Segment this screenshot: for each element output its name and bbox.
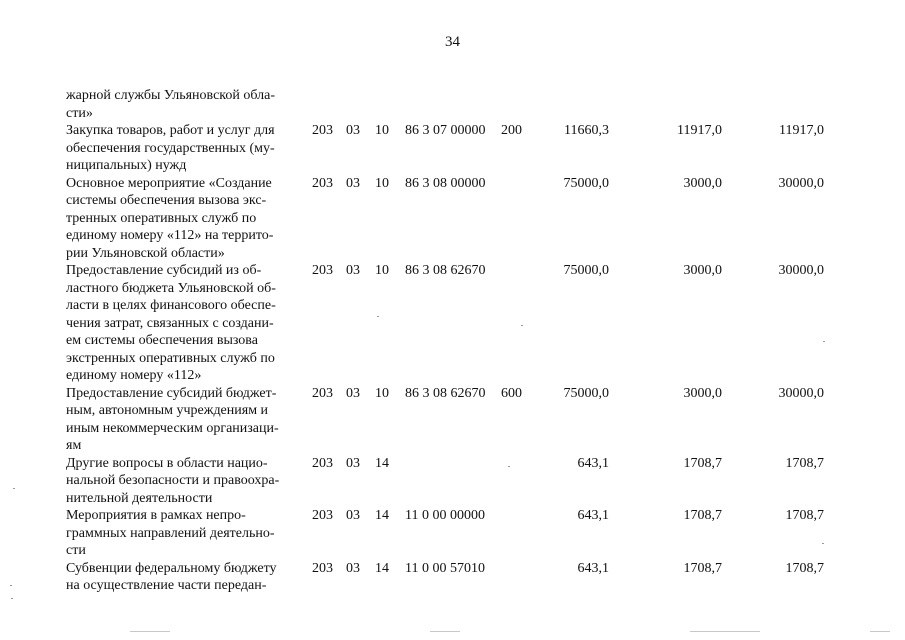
cell-target-article: 11 0 00 57010	[405, 560, 485, 576]
cell-expense-type: 600	[501, 385, 522, 401]
cell-admin: 203	[312, 175, 333, 191]
cell-expense-type: 200	[501, 123, 522, 138]
cell-amount-year-1: 643,1	[577, 508, 609, 523]
cell-admin: 203	[312, 508, 333, 523]
cell-razdel: 03	[346, 175, 360, 191]
description-line: ласти в целях финансового обеспе-	[66, 298, 276, 313]
cell-amount-year-3: 30000,0	[778, 385, 824, 401]
description-line: системы обеспечения вызова экс-	[66, 193, 267, 208]
cell-admin: 203	[312, 455, 333, 471]
description-line: сти»	[66, 105, 93, 121]
table-row	[0, 175, 905, 263]
cell-amount-year-2: 3000,0	[683, 175, 722, 191]
cell-amount-year-3: 11917,0	[779, 123, 824, 138]
cell-target-article: 86 3 08 62670	[405, 263, 486, 278]
description-line: тренных оперативных служб по	[66, 210, 257, 226]
description-line: нительной деятельности	[66, 490, 213, 506]
description-line: ем системы обеспечения вызова	[66, 333, 258, 348]
cell-razdel: 03	[346, 263, 360, 278]
cell-razdel: 03	[346, 508, 360, 523]
description-line: ям	[66, 438, 82, 453]
cell-amount-year-3: 1708,7	[785, 455, 824, 471]
cell-amount-year-3: 30000,0	[778, 263, 824, 278]
table-row	[0, 560, 905, 595]
description-line: граммных направлений деятельно-	[66, 525, 275, 541]
cell-amount-year-1: 75000,0	[563, 385, 609, 401]
cell-admin: 203	[312, 263, 333, 278]
description-line: экстренных оперативных служб по	[66, 350, 275, 366]
description-line: иным некоммерческим организаци-	[66, 420, 279, 436]
description-line: обеспечения государственных (му-	[66, 140, 275, 156]
description-line: нальной безопасности и правоохра-	[66, 473, 280, 488]
cell-podrazdel: 10	[375, 175, 389, 191]
cell-razdel: 03	[346, 123, 360, 138]
row-description	[66, 122, 300, 175]
description-line: сти	[66, 543, 86, 558]
row-description	[66, 455, 300, 508]
cell-amount-year-1: 643,1	[577, 455, 609, 471]
cell-podrazdel: 10	[375, 385, 389, 401]
description-line: ным, автономным учреждениям и	[66, 403, 269, 418]
cell-podrazdel: 10	[375, 123, 389, 138]
budget-table	[0, 87, 905, 595]
cell-podrazdel: 14	[375, 455, 389, 471]
description-line: чения затрат, связанных с создани-	[66, 315, 274, 331]
description-line: Другие вопросы в области нацио-	[66, 455, 268, 471]
cell-razdel: 03	[346, 385, 360, 401]
row-description	[66, 87, 300, 122]
cell-podrazdel: 10	[375, 263, 389, 278]
description-line: ластного бюджета Ульяновской об-	[66, 280, 276, 296]
description-line: ниципальных) нужд	[66, 158, 187, 173]
cell-razdel: 03	[346, 560, 360, 576]
cell-podrazdel: 14	[375, 560, 389, 576]
cell-admin: 203	[312, 123, 333, 138]
cell-amount-year-3: 30000,0	[778, 175, 824, 191]
cell-target-article: 11 0 00 00000	[405, 508, 485, 523]
description-line: Основное мероприятие «Создание	[66, 175, 272, 191]
cell-target-article: 86 3 08 62670	[405, 385, 486, 401]
row-description	[66, 262, 300, 385]
cell-amount-year-1: 643,1	[577, 560, 609, 576]
row-description	[66, 560, 300, 595]
description-line: единому номеру «112»	[66, 368, 202, 383]
cell-amount-year-1: 75000,0	[563, 175, 609, 191]
cell-target-article: 86 3 07 00000	[405, 123, 486, 138]
table-row	[0, 262, 905, 385]
cell-admin: 203	[312, 385, 333, 401]
table-row	[0, 122, 905, 175]
cell-admin: 203	[312, 560, 333, 576]
description-line: Предоставление субсидий из об-	[66, 263, 262, 278]
description-line: Предоставление субсидий бюджет-	[66, 385, 277, 401]
cell-amount-year-2: 1708,7	[683, 560, 722, 576]
row-description	[66, 507, 300, 560]
cell-amount-year-2: 3000,0	[683, 263, 722, 278]
cell-amount-year-2: 1708,7	[683, 508, 722, 523]
description-line: на осуществление части передан-	[66, 578, 267, 593]
row-description	[66, 385, 300, 455]
table-row	[0, 87, 905, 122]
cell-amount-year-1: 11660,3	[564, 123, 609, 138]
cell-podrazdel: 14	[375, 508, 389, 523]
row-description	[66, 175, 300, 263]
table-row	[0, 507, 905, 560]
description-line: Закупка товаров, работ и услуг для	[66, 123, 275, 138]
description-line: единому номеру «112» на террито-	[66, 228, 274, 243]
cell-amount-year-3: 1708,7	[785, 508, 824, 523]
cell-razdel: 03	[346, 455, 360, 471]
cell-amount-year-1: 75000,0	[563, 263, 609, 278]
description-line: рии Ульяновской области»	[66, 245, 225, 261]
description-line: жарной службы Ульяновской обла-	[66, 88, 276, 103]
cell-target-article: 86 3 08 00000	[405, 175, 486, 191]
description-line: Мероприятия в рамках непро-	[66, 508, 246, 523]
table-row	[0, 455, 905, 508]
cell-amount-year-2: 1708,7	[683, 455, 722, 471]
cell-amount-year-3: 1708,7	[785, 560, 824, 576]
cell-amount-year-2: 3000,0	[683, 385, 722, 401]
description-line: Субвенции федеральному бюджету	[66, 560, 277, 576]
cell-amount-year-2: 11917,0	[677, 123, 722, 138]
page-number: 34	[445, 34, 460, 50]
table-row	[0, 385, 905, 455]
